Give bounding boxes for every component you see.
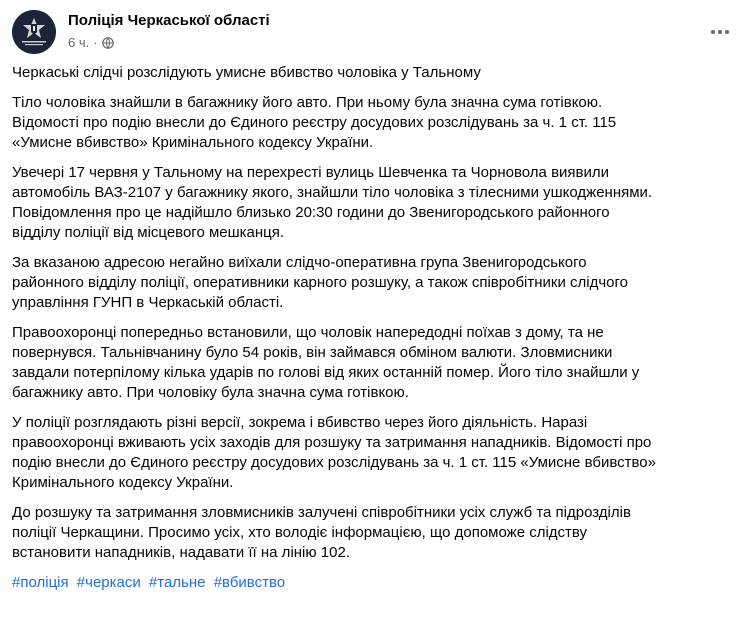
page-avatar[interactable] — [12, 10, 56, 54]
post-paragraph — [12, 163, 738, 243]
page-name-link[interactable]: Поліція Черкаської області — [68, 12, 270, 29]
post-line: Відомості про подію внесли до Єдиного реєстру досудових розслідувань за ч. 1 ст. 115 — [12, 114, 617, 131]
post-line: «Умисне вбивство» Кримінального кодексу України. — [12, 134, 374, 151]
globe-icon — [102, 37, 114, 49]
post-line: районного відділу поліції, оперативники карного розшуку, а також співробітники слідчого — [12, 274, 628, 291]
post-line: повернувся. Тальнівчанину було 54 років, він займався обміном валюти. Зловмисники — [12, 344, 613, 361]
post-line: У поліції розглядають різні версії, зокрема і вбивство через його діяльність. Наразі — [12, 414, 588, 431]
post-line: До розшуку та затримання зловмисників залучені співробітники усіх служб та підрозділів — [12, 504, 631, 521]
post-line: правоохоронці вживають усіх заходів для розшуку та затримання нападників. Відомості про — [12, 434, 652, 451]
post-line: відділу поліції від місцевого мешканця. — [12, 224, 285, 241]
post-line: Кримінального кодексу України. — [12, 474, 234, 491]
more-dot — [725, 30, 729, 34]
post-time-link[interactable]: 6 ч. — [68, 35, 90, 50]
more-options-button[interactable] — [702, 14, 738, 50]
post-line: Повідомлення про це надійшло близько 20:30 години до Звенигородського районного — [12, 204, 610, 221]
post-line: багажнику авто. При чоловіку була значна сума готівкою. — [12, 384, 409, 401]
post-line: автомобіль ВАЗ-2107 у багажнику якого, знайшли тіло чоловіка з тілесними ушкодженнями. — [12, 184, 653, 201]
more-dot — [718, 30, 722, 34]
post-paragraph — [12, 413, 738, 493]
post-paragraph — [12, 253, 738, 313]
post-header — [12, 10, 738, 56]
post-paragraph — [12, 503, 738, 563]
post-line: Правоохоронці попередньо встановили, що чоловік напередодні поїхав з дому, та не — [12, 324, 604, 341]
post-paragraph — [12, 323, 738, 403]
post-line: подію внесли до Єдиного реєстру досудових розслідувань за ч. 1 ст. 115 «Умисне вбивство» — [12, 454, 656, 471]
police-emblem-icon — [12, 10, 56, 54]
hashtag-link[interactable]: #черкаси — [76, 574, 141, 591]
hashtag-list — [12, 573, 738, 593]
more-dot — [711, 30, 715, 34]
post-title: Черкаські слідчі розслідують умисне вбивство чоловіка у Тальному — [12, 64, 481, 81]
meta-separator: · — [93, 35, 98, 50]
post-line: поліції Черкащини. Просимо усіх, хто володіє інформацією, що допоможе слідству — [12, 524, 588, 541]
post-meta — [68, 35, 114, 50]
hashtag-link[interactable]: #вбивство — [213, 574, 286, 591]
post-line: За вказаною адресою негайно виїхали слідчо-оперативна група Звенигородського — [12, 254, 587, 271]
post-line: завдали потерпілому кілька ударів по голові від яких останній помер. Його тіло знайшли у — [12, 364, 640, 381]
post-line: встановити нападників, надавати її на лінію 102. — [12, 544, 350, 561]
post-line: Тіло чоловіка знайшли в багажнику його авто. При ньому була значна сума готівкою. — [12, 94, 603, 111]
hashtag-link[interactable]: #тальне — [148, 574, 206, 591]
post-line: Увечері 17 червня у Тальному на перехресті вулиць Шевченка та Чорновола виявили — [12, 164, 610, 181]
post-body — [12, 63, 738, 593]
hashtag-link[interactable]: #поліція — [12, 574, 69, 591]
post-paragraph — [12, 93, 738, 153]
post-line: управління ГУНП в Черкаській області. — [12, 294, 284, 311]
